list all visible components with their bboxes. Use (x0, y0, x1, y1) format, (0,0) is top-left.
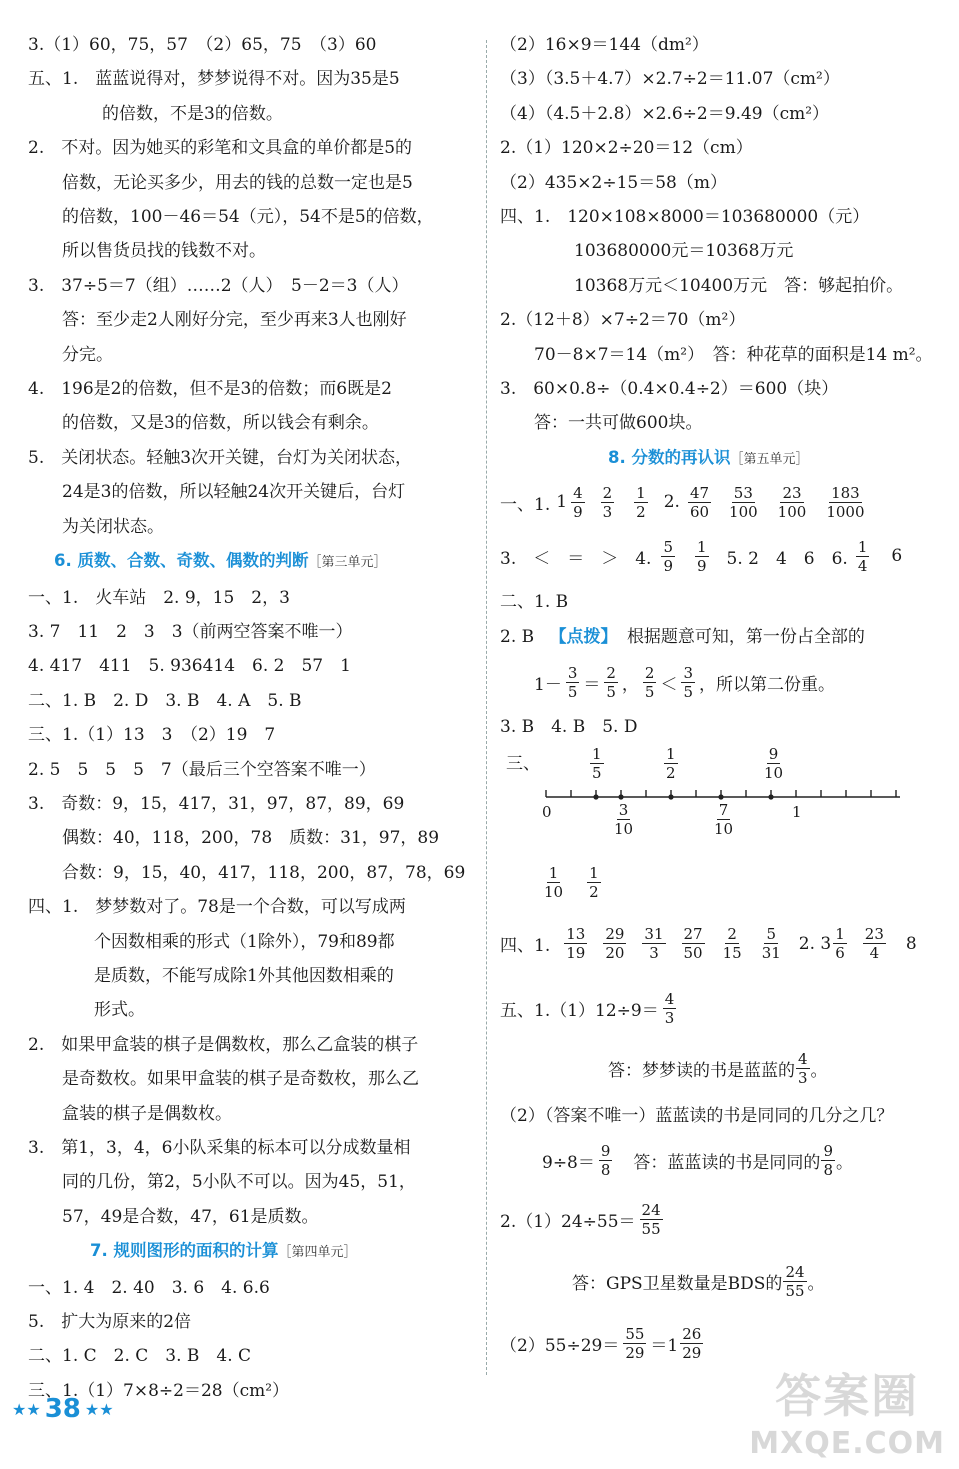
zero-label: 0 (542, 802, 552, 821)
answer-text: 2. 3 (798, 933, 832, 954)
answer-line: 二、1. B (500, 592, 569, 613)
answer-line: 4. 196是2的倍数，但不是3的倍数；而6既是2 (28, 379, 392, 400)
answer-text: 5. 2 4 6 6. (726, 548, 848, 569)
answer-line: （2）435×2÷15＝58（m） (500, 172, 727, 193)
fraction: 3 5 (567, 663, 578, 701)
answer-text: ＜ (660, 674, 678, 695)
fraction: 5 9 (663, 537, 673, 575)
answer-line: 合数：9，15，40，417，118，200，87，78，69 (62, 862, 466, 883)
answer-line: 倍数，无论买多少，用去的钱的总数一定也是5 (62, 172, 413, 193)
number-line-block (500, 745, 940, 857)
answer-line: 的倍数，100－46＝54（元），54不是5的倍数， (62, 207, 434, 228)
fraction: 1 2 (636, 483, 646, 521)
section-tag: ［第四单元］ (278, 1245, 357, 1261)
answer-line: 3.（1）60，75，57 （2）65，75 （3）60 (28, 35, 377, 55)
answer-text: 答：蓝蓝读的书是同同的 (616, 1153, 821, 1174)
right-column (500, 28, 940, 1375)
answer-line: 同的几份，第2，5小队不可以。因为45，51， (62, 1172, 416, 1193)
question-number: 四、1. (500, 936, 551, 956)
fraction: 183 1000 (826, 483, 865, 521)
bottom-label-7-10: 7 10 (714, 800, 734, 838)
answer-line-fractions (500, 1133, 940, 1189)
answer-line: 五、1. 蓝蓝说得对，梦梦说得不对。因为35是5 (28, 69, 400, 90)
answer-text: 2.（1）24÷55＝ (500, 1212, 636, 1233)
answer-line: 2.（1）120×2÷20＝12（cm） (500, 138, 753, 159)
answer-line: 5. 关闭状态。轻触3次开关键，台灯为关闭状态， (28, 447, 413, 468)
answer-text: 答：梦梦读的书是蓝蓝的 (608, 1061, 795, 1081)
fraction: 9 8 (823, 1142, 833, 1180)
answer-line: （2）（答案不唯一）蓝蓝读的书是同同的几分之几？ (500, 1105, 894, 1126)
fraction: 31 3 (644, 925, 664, 962)
answer-line-fractions (500, 979, 940, 1039)
fraction: 2 5 (644, 663, 655, 701)
answer-line: 5. 扩大为原来的2倍 (28, 1312, 192, 1333)
answer-line-fractions (500, 857, 940, 909)
answer-line: 是奇数枚。如果甲盒装的棋子是奇数枚，那么乙 (62, 1069, 419, 1090)
answer-text: 。 (807, 1274, 825, 1295)
fraction: 53 100 (729, 483, 758, 521)
fraction: 4 3 (664, 990, 675, 1027)
answer-line: （3）（3.5＋4.7）×2.7÷2＝11.07（cm²） (500, 69, 840, 90)
answer-text: 3. ＜ ＝ ＞ 4. (500, 548, 652, 569)
number-line (500, 745, 920, 857)
section-tag: ［第五单元］ (730, 451, 809, 467)
fraction: 2 15 (722, 925, 742, 962)
section-heading-7 (28, 1234, 470, 1270)
top-label-1-5: 1 5 (592, 744, 602, 782)
answer-text: ，所以第二份重。 (699, 674, 836, 695)
number-line-point (718, 794, 723, 799)
question-number: 三、 (506, 753, 540, 774)
hint-text: 根据题意可知，第一份占全部的 (626, 626, 865, 647)
answer-line: 3. 60×0.8÷（0.4×0.4÷2）＝600（块） (500, 379, 839, 400)
section-title: 8. 分数的再认识 (608, 447, 731, 467)
answer-text: ， (621, 674, 639, 695)
answer-line: 偶数：40，118，200，78 质数：31，97，89 (62, 828, 440, 849)
star-icon: ★ (26, 1399, 41, 1419)
answer-line: 24是3的倍数，所以轻触24次开关键后，台灯 (62, 482, 406, 503)
answer-line-fractions (500, 527, 940, 585)
fraction: 2 3 (602, 483, 613, 521)
fraction: 26 29 (682, 1325, 702, 1363)
answer-line: 3. 奇数：9，15，417，31，97，87，89，69 (28, 793, 405, 814)
fraction: 1 2 (589, 864, 599, 901)
answer-line: 的倍数，又是3的倍数，所以钱会有剩余。 (62, 413, 379, 434)
answer-line: 分完。 (62, 344, 113, 365)
fraction: 24 55 (641, 1201, 661, 1239)
top-label-1-2: 1 2 (666, 744, 676, 782)
answer-text: 答：GPS卫星数量是BDS的 (572, 1274, 783, 1295)
top-label-9-10: 9 10 (764, 744, 784, 782)
left-column (28, 28, 470, 1408)
star-icon: ★ (99, 1399, 114, 1419)
fraction: 3 5 (683, 663, 694, 701)
answer-line: 答：一共可做600块。 (534, 413, 703, 434)
fraction: 47 60 (689, 483, 710, 521)
section-heading-8 (500, 441, 940, 477)
section-title: 6. 质数、合数、奇数、偶数的判断 (54, 551, 309, 571)
answer-line: 盒装的棋子是偶数枚。 (62, 1103, 232, 1124)
answer-line-fractions (500, 1251, 940, 1313)
fraction: 27 50 (683, 925, 703, 962)
answer-line (500, 620, 940, 654)
number-line-point (618, 794, 623, 799)
bottom-label-3-10: 3 10 (614, 800, 634, 838)
answer-line: 一、1. 火车站 2. 9，15 2，3 (28, 587, 290, 608)
number-line-point (593, 794, 598, 799)
section-title: 7. 规则图形的面积的计算 (90, 1241, 279, 1261)
whole-part: 1 (556, 492, 568, 513)
answer-line: 57，49是合数，47，61是质数。 (62, 1206, 319, 1227)
answer-line: 2. 如果甲盒装的棋子是偶数枚，那么乙盒装的棋子 (28, 1034, 419, 1055)
answer-line: （2）16×9＝144（dm²） (500, 35, 709, 55)
answer-line: 2. 5 5 5 5 7（最后三个空答案不唯一） (28, 759, 376, 780)
number-line-point (768, 794, 773, 799)
answer-line: 3. B 4. B 5. D (500, 717, 638, 738)
fraction: 1 9 (697, 537, 707, 575)
answer-line: 四、1. 120×108×8000＝103680000（元） (500, 207, 870, 228)
answer-text: ＝1 (650, 1336, 679, 1357)
section-heading-6 (28, 544, 470, 580)
number-line-point (668, 794, 673, 799)
answer-line: 3. 37÷5＝7（组）……2（人） 5－2＝3（人） (28, 275, 409, 296)
answer-text: 8 (905, 933, 917, 954)
mixed-number (556, 484, 588, 521)
answer-line: 二、1. C 2. C 3. B 4. C (28, 1346, 252, 1367)
answer-text: 6 (891, 546, 903, 567)
hint-label: 【点拨】 (549, 626, 618, 647)
answer-line: 四、1. 梦梦数对了。78是一个合数，可以写成两 (28, 897, 406, 918)
fraction: 55 29 (625, 1325, 645, 1363)
question-number: 一、1. (500, 494, 551, 515)
fraction: 1 10 (544, 864, 564, 901)
section-tag: ［第三单元］ (308, 555, 387, 571)
star-icon: ★ (84, 1399, 100, 1419)
answer-line: 3. 7 11 2 3 3（前两空答案不唯一） (28, 621, 353, 642)
answer-line: 答：至少走2人刚好分完，至少再来3人也刚好 (62, 310, 407, 331)
answer-line: 个因数相乘的形式（1除外），79和89都 (94, 931, 395, 952)
answer-text: 2. B (500, 626, 535, 647)
answer-line: 103680000元＝10368万元 (574, 241, 794, 262)
fraction: 4 3 (798, 1050, 808, 1087)
answer-line: 的倍数，不是3的倍数。 (102, 103, 283, 124)
star-icon: ★ (12, 1399, 27, 1419)
answer-text: （2）55÷29＝ (500, 1336, 620, 1357)
answer-line: 10368万元＜10400万元 答：够起拍价。 (574, 275, 904, 296)
answer-line: 是质数，不能写成除1外其他因数相乘的 (94, 965, 394, 986)
fraction: 1 6 (835, 925, 845, 962)
answer-line: 三、1.（1）7×8÷2＝28（cm²） (28, 1380, 290, 1401)
answer-text: 9÷8＝ (542, 1153, 595, 1174)
fraction: 4 9 (573, 483, 583, 521)
fraction: 9 8 (600, 1142, 611, 1180)
answer-line: 4. 417 411 5. 936414 6. 2 57 1 (28, 656, 351, 677)
answer-line: 2. 不对。因为她买的彩笔和文具盒的单价都是5的 (28, 138, 413, 159)
answer-line-fractions (500, 1039, 940, 1099)
answer-line: 一、1. 4 2. 40 3. 6 4. 6.6 (28, 1277, 270, 1298)
answer-line-fractions (500, 654, 940, 710)
watermark-title: 答案圈 (775, 1369, 920, 1423)
answer-line: 形式。 (94, 1000, 145, 1021)
answer-line-fractions (500, 909, 940, 979)
answer-text: 1－ (534, 674, 562, 695)
answer-text: 。 (835, 1153, 853, 1174)
answer-line: 2.（12＋8）×7÷2＝70（m²） (500, 310, 746, 331)
answer-line: 二、1. B 2. D 3. B 4. A 5. B (28, 690, 302, 711)
one-label: 1 (792, 802, 802, 821)
fraction: 5 31 (761, 925, 781, 962)
question-number: 2. (663, 492, 680, 513)
fraction: 29 20 (605, 925, 625, 962)
answer-line: （4）（4.5＋2.8）×2.6÷2＝9.49（cm²） (500, 103, 830, 124)
answer-text: 五、1.（1）12÷9＝ (500, 1001, 659, 1021)
watermark-url: MXQE.COM (749, 1426, 945, 1461)
answer-line-fractions (500, 1189, 940, 1251)
column-divider (486, 40, 487, 1375)
answer-text: ＝ (583, 674, 601, 695)
fraction: 1 4 (857, 537, 868, 575)
answer-text: 。 (810, 1061, 828, 1081)
fraction: 24 55 (785, 1263, 805, 1301)
answer-line: 所以售货员找的钱数不对。 (62, 241, 266, 262)
answer-line: 3. 第1，3，4，6小队采集的标本可以分成数量相 (28, 1138, 411, 1158)
fraction: 13 19 (566, 925, 586, 962)
answer-line: 三、1.（1）13 3 （2）19 7 (28, 725, 276, 746)
fraction: 23 4 (864, 925, 884, 962)
fraction: 23 100 (777, 483, 807, 521)
fraction: 2 5 (606, 663, 616, 701)
answer-line: 为关闭状态。 (62, 516, 164, 537)
page-number-footer (12, 1394, 114, 1424)
answer-line-fractions (500, 477, 940, 527)
answer-line: 70－8×7＝14（m²） 答：种花草的面积是14 m²。 (534, 344, 933, 365)
watermark (749, 1360, 945, 1461)
page-number: 38 (44, 1394, 81, 1424)
